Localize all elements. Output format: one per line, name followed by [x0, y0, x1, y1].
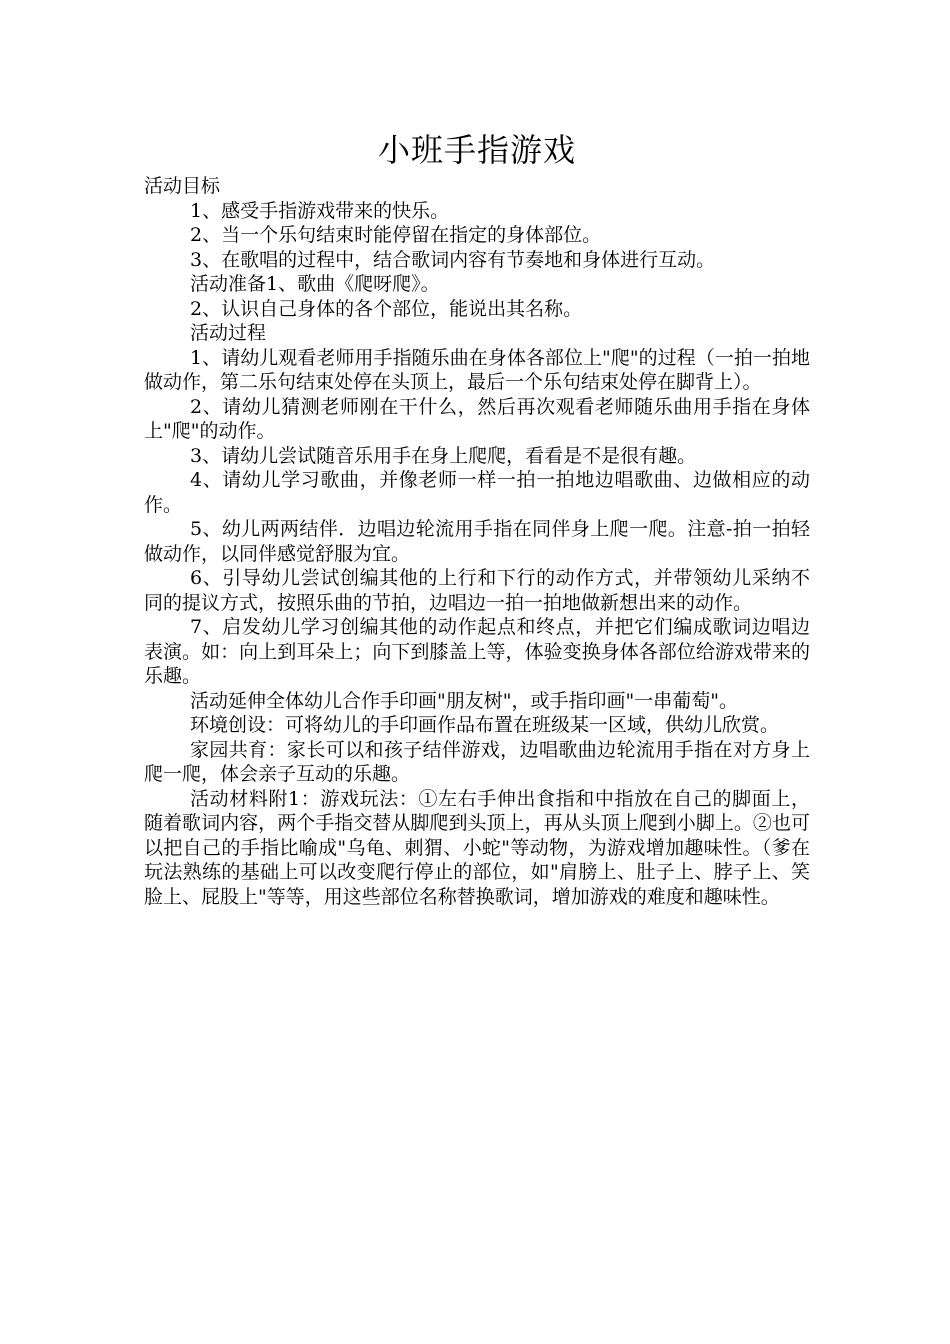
paragraph: 1、感受手指游戏带来的快乐。 [190, 199, 450, 222]
document-page [144, 128, 810, 909]
paragraph: 4、请幼儿学习歌曲，并像老师一样一拍一拍地边唱歌曲、边做相应的动作。 [144, 469, 810, 516]
paragraph: 5、幼儿两两结伴．边唱边轮流用手指在同伴身上爬一爬。注意-拍一拍轻做动作，以同伴感觉舒服为宜。 [144, 518, 810, 565]
paragraph: 7、启发幼儿学习创编其他的动作起点和终点，并把它们编成歌词边唱边表演。如：向上到耳朵上；向下到膝盖上等，体验变换身体各部位给游戏带来的乐趣。 [144, 616, 810, 687]
paragraph: 2、当一个乐句结束时能停留在指定的身体部位。 [190, 224, 602, 246]
paragraph: 2、认识自己身体的各个部位，能说出其名称。 [190, 297, 583, 320]
document-title: 小班手指游戏 [377, 131, 576, 169]
section-heading-process: 活动过程 [190, 322, 267, 344]
paragraph: 3、在歌唱的过程中，结合歌词内容有节奏地和身体进行互动。 [190, 248, 716, 271]
paragraph: 环境创设：可将幼儿的手印画作品布置在班级某一区域，供幼儿欣赏。 [190, 714, 780, 736]
paragraph: 活动准备1、歌曲《爬呀爬》。 [190, 273, 440, 295]
paragraph: 活动延伸全体幼儿合作手印画"朋友树"，或手指印画"一串葡萄"。 [190, 689, 738, 712]
paragraph: 2、请幼儿猜测老师刚在干什么，然后再次观看老师随乐曲用手指在身体上"爬"的动作。 [144, 395, 810, 442]
paragraph: 家园共育：家长可以和孩子结伴游戏，边唱歌曲边轮流用手指在对方身上爬一爬，体会亲子互动的乐趣。 [144, 738, 810, 785]
paragraph: 6、引导幼儿尝试创编其他的上行和下行的动作方式，并带领幼儿采纳不同的提议方式，按照乐曲的节拍，边唱边一拍一拍地做新想出来的动作。 [144, 567, 810, 614]
paragraph: 1、请幼儿观看老师用手指随乐曲在身体各部位上"爬"的过程（一拍一拍地做动作，第二乐句结束处停在头顶上，最后一个乐句结束处停在脚背上）。 [144, 346, 810, 393]
paragraph: 3、请幼儿尝试随音乐用手在身上爬爬，看看是不是很有趣。 [190, 444, 697, 467]
paragraph: 活动材料附1：游戏玩法：①左右手伸出食指和中指放在自己的脚面上，随着歌词内容，两个手指交替从脚爬到头顶上，再从头顶上爬到小脚上。②也可以把自己的手指比喻成"乌龟、刺猬、小蛇"等动物，为游戏增加趣味性。（爹在玩法熟练的基础上可以改变爬行停止的部位，如"肩膀上、肚子上、脖子上、笑脸上、屁股上"等等，用这些部位名称替换歌词，增加游戏的难度和趣味性。 [144, 787, 810, 908]
section-heading-goals: 活动目标 [144, 175, 221, 197]
